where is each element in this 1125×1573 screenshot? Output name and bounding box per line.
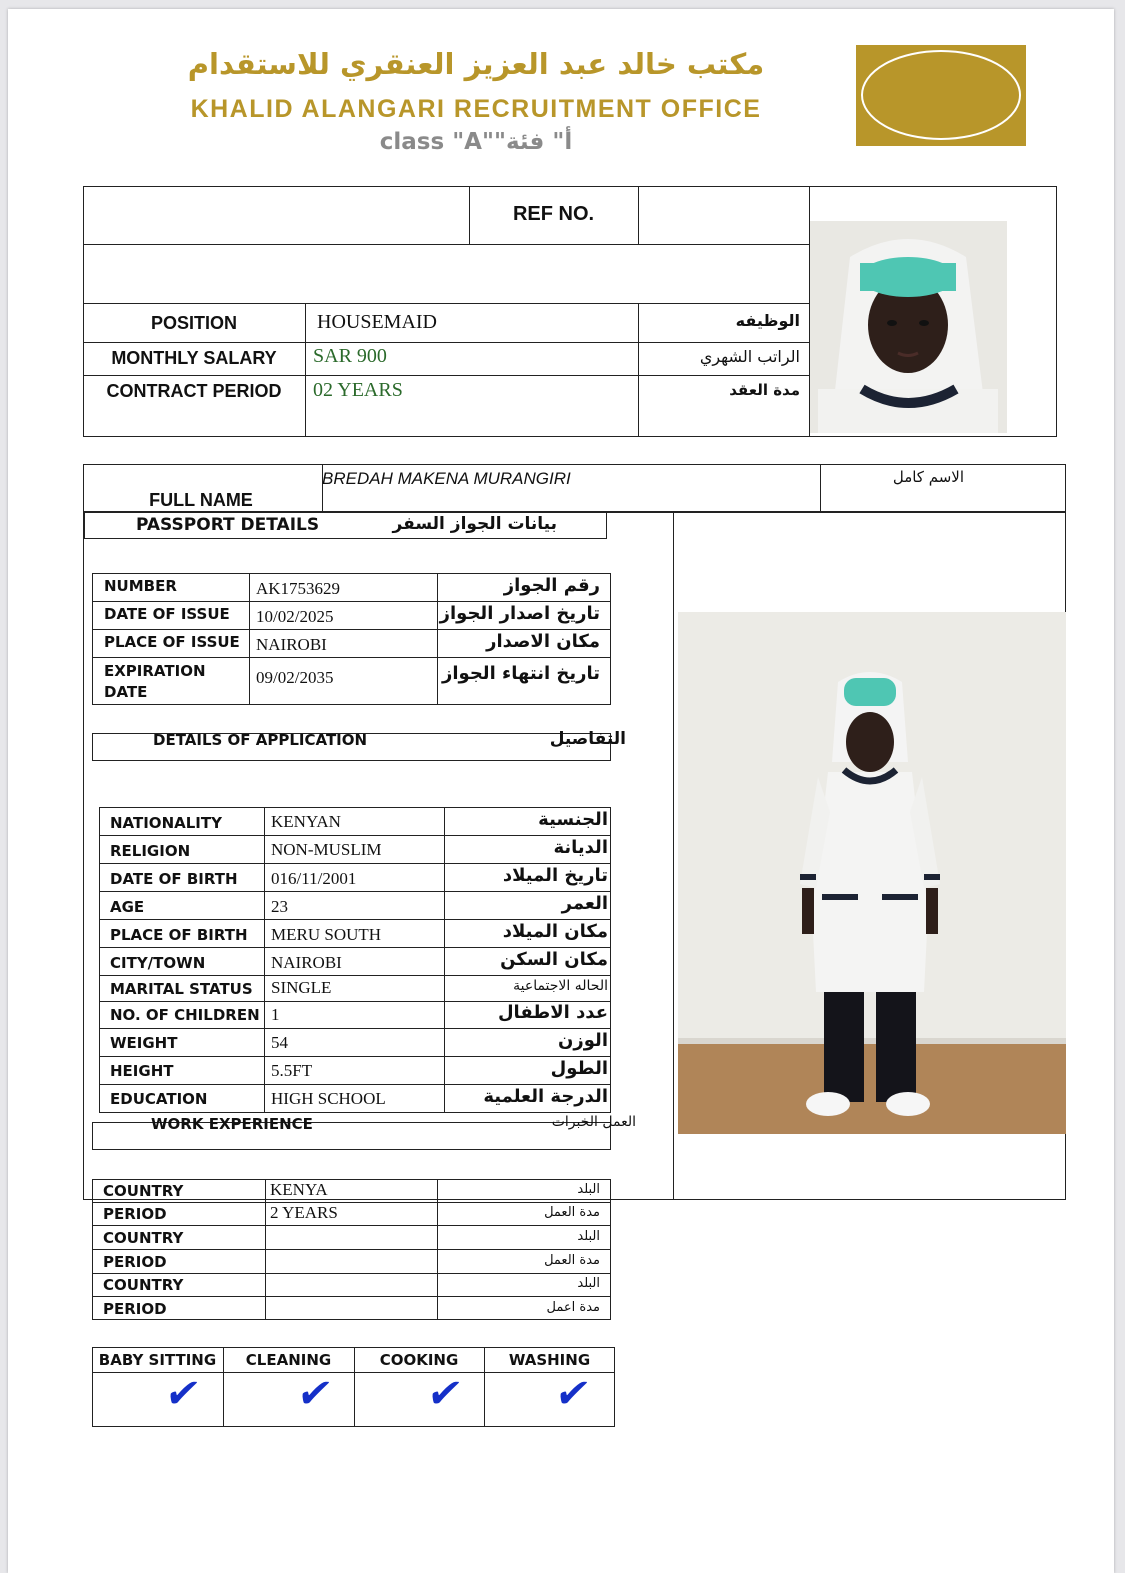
- dob-arabic: تاريخ الميلاد: [502, 865, 608, 886]
- contract-period-value: 02 YEARS: [313, 379, 403, 401]
- birth-place-label: PLACE OF BIRTH: [110, 926, 248, 944]
- city-arabic: مكان السكن: [500, 949, 608, 970]
- exp-country-1-arabic: البلد: [577, 1182, 600, 1197]
- education-arabic: الدرجة العلمية: [483, 1086, 608, 1107]
- divider: [99, 835, 611, 836]
- salary-value: SAR 900: [313, 345, 387, 367]
- religion-value: NON-MUSLIM: [271, 840, 382, 859]
- passport-issue-date-value: 10/02/2025: [256, 607, 334, 626]
- divider: [83, 303, 809, 304]
- passport-expiry-label: EXPIRATION DATE: [104, 662, 206, 701]
- divider: [92, 1249, 611, 1250]
- passport-number-value: AK1753629: [256, 579, 341, 598]
- divider: [99, 1084, 611, 1085]
- passport-issue-place-value: NAIROBI: [256, 635, 327, 654]
- exp-period-2-arabic: مدة العمل: [544, 1253, 600, 1268]
- divider: [264, 807, 265, 1113]
- application-title-arabic: التفاصيل: [549, 729, 626, 749]
- full-name-label: FULL NAME: [149, 490, 253, 510]
- skill-baby-sitting-label: BABY SITTING: [98, 1351, 217, 1369]
- age-value: 23: [271, 897, 288, 916]
- city-label: CITY/TOWN: [110, 954, 206, 972]
- passport-number-arabic: رقم الجواز: [503, 575, 600, 596]
- divider: [92, 1296, 611, 1297]
- passport-issue-place-label: PLACE OF ISSUE: [104, 633, 240, 651]
- portrait-photo: [810, 221, 1007, 433]
- checkmark-icon: ✔: [551, 1371, 594, 1417]
- exp-country-1-value: KENYA: [270, 1180, 328, 1199]
- divider: [99, 891, 611, 892]
- full-name-arabic: الاسم كامل: [892, 468, 964, 486]
- marital-status-label: MARITAL STATUS: [110, 980, 253, 998]
- weight-label: WEIGHT: [110, 1034, 178, 1052]
- divider: [83, 342, 809, 343]
- exp-country-3-label: COUNTRY: [103, 1276, 184, 1294]
- exp-period-1-value: 2 YEARS: [270, 1203, 338, 1222]
- salary-arabic: الراتب الشهري: [699, 347, 800, 366]
- passport-issue-place-arabic: مكان الاصدار: [486, 631, 600, 652]
- ellipse-logo-icon: [856, 45, 1026, 146]
- birth-place-arabic: مكان الميلاد: [502, 921, 608, 942]
- exp-period-3-label: PERIOD: [103, 1300, 167, 1318]
- passport-expiry-value: 09/02/2035: [256, 668, 334, 687]
- full-body-photo: [678, 612, 1066, 1134]
- divider: [92, 657, 611, 658]
- class-label: class "A""أ" فئة: [379, 129, 573, 155]
- divider: [673, 512, 674, 1200]
- education-label: EDUCATION: [110, 1090, 208, 1108]
- exp-period-1-label: PERIOD: [103, 1205, 167, 1223]
- age-arabic: العمر: [561, 893, 608, 914]
- divider: [92, 1273, 611, 1274]
- city-value: NAIROBI: [271, 953, 342, 972]
- divider: [92, 601, 611, 602]
- checkmark-icon: ✔: [293, 1371, 336, 1417]
- passport-expiry-arabic: تاريخ انتهاء الجواز: [442, 663, 600, 684]
- contract-period-label: CONTRACT PERIOD: [106, 381, 282, 401]
- nationality-value: KENYAN: [271, 812, 341, 831]
- marital-status-arabic: الحاله الاجتماعية: [513, 978, 608, 994]
- divider: [99, 975, 611, 976]
- exp-period-3-arabic: مدة اعمل: [546, 1300, 600, 1315]
- children-value: 1: [271, 1005, 280, 1024]
- education-value: HIGH SCHOOL: [271, 1089, 386, 1108]
- checkmark-icon: ✔: [161, 1371, 204, 1417]
- full-name-value: BREDAH MAKENA MURANGIRI: [322, 469, 571, 488]
- skill-washing-label: WASHING: [508, 1351, 591, 1369]
- passport-issue-date-arabic: تاريخ اصدار الجواز: [439, 603, 600, 624]
- religion-arabic: الديانة: [553, 837, 608, 858]
- divider: [444, 807, 445, 1113]
- exp-country-2-arabic: البلد: [577, 1229, 600, 1244]
- divider: [820, 464, 821, 512]
- experience-title: WORK EXPERIENCE: [151, 1115, 313, 1133]
- divider: [437, 573, 438, 705]
- exp-country-3-arabic: البلد: [577, 1276, 600, 1291]
- divider: [92, 1202, 611, 1203]
- checkmark-icon: ✔: [423, 1371, 466, 1417]
- divider: [99, 863, 611, 864]
- age-label: AGE: [110, 898, 145, 916]
- height-label: HEIGHT: [110, 1062, 174, 1080]
- experience-title-arabic: العمل الخبرات: [551, 1114, 636, 1130]
- ref-no-label: REF NO.: [512, 203, 595, 225]
- divider: [92, 1225, 611, 1226]
- skill-cooking-label: COOKING: [379, 1351, 459, 1369]
- position-value: HOUSEMAID: [317, 311, 437, 333]
- religion-label: RELIGION: [110, 842, 191, 860]
- exp-country-1-label: COUNTRY: [103, 1182, 184, 1200]
- birth-place-value: MERU SOUTH: [271, 925, 382, 944]
- salary-label: MONTHLY SALARY: [111, 348, 277, 368]
- divider: [99, 919, 611, 920]
- dob-value: 016/11/2001: [271, 869, 357, 888]
- skill-cleaning-label: CLEANING: [245, 1351, 332, 1369]
- nationality-label: NATIONALITY: [110, 814, 222, 832]
- divider: [83, 244, 809, 245]
- contract-period-arabic: مدة العقد: [729, 381, 800, 399]
- passport-title: PASSPORT DETAILS: [136, 515, 320, 535]
- divider: [638, 303, 639, 437]
- divider: [638, 186, 639, 244]
- height-value: 5.5FT: [271, 1061, 313, 1080]
- exp-country-2-label: COUNTRY: [103, 1229, 184, 1247]
- divider: [99, 1028, 611, 1029]
- position-label: POSITION: [150, 313, 237, 333]
- children-label: NO. OF CHILDREN: [110, 1006, 260, 1024]
- divider: [83, 375, 809, 376]
- passport-issue-date-label: DATE OF ISSUE: [104, 605, 230, 623]
- divider: [99, 1056, 611, 1057]
- english-office-name: KHALID ALANGARI RECRUITMENT OFFICE: [190, 95, 762, 123]
- divider: [92, 629, 611, 630]
- children-arabic: عدد الاطفال: [497, 1002, 608, 1023]
- divider: [305, 303, 306, 437]
- height-arabic: الطول: [550, 1058, 608, 1079]
- application-title: DETAILS OF APPLICATION: [153, 731, 368, 749]
- weight-value: 54: [271, 1033, 288, 1052]
- arabic-office-name: مكتب خالد عبد العزيز العنقري للاستقدام: [187, 47, 765, 81]
- weight-arabic: الوزن: [558, 1030, 608, 1051]
- document-page: [8, 9, 1114, 1573]
- dob-label: DATE OF BIRTH: [110, 870, 238, 888]
- marital-status-value: SINGLE: [271, 978, 332, 997]
- divider: [249, 573, 250, 705]
- passport-number-label: NUMBER: [104, 577, 177, 595]
- position-arabic: الوظيفه: [735, 311, 800, 330]
- exp-period-2-label: PERIOD: [103, 1253, 167, 1271]
- exp-period-1-arabic: مدة العمل: [544, 1205, 600, 1220]
- nationality-arabic: الجنسية: [538, 809, 608, 830]
- divider: [99, 947, 611, 948]
- passport-title-arabic: بيانات الجواز السفر: [392, 514, 557, 534]
